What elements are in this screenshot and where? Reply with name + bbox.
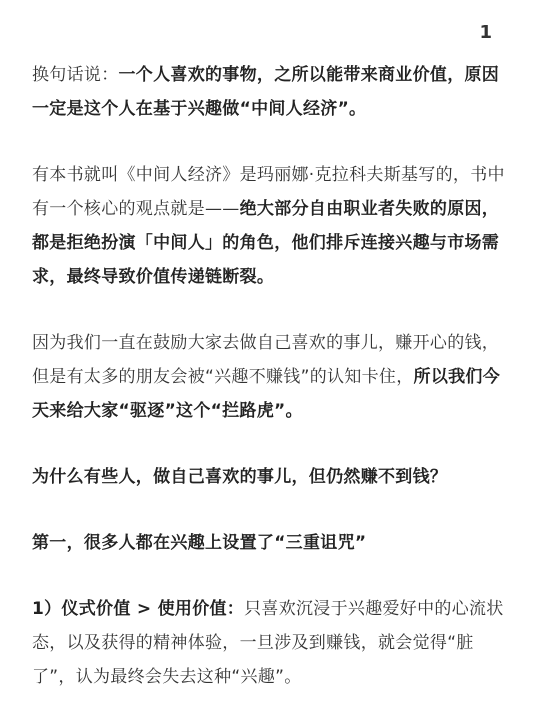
section-question — [32, 460, 512, 494]
paragraph-1-lead: 换句话说： — [32, 65, 119, 85]
section-heading-first — [32, 526, 512, 560]
section-heading-first-text: 第一，很多人都在兴趣上设置了“三重诅咒” — [32, 533, 367, 553]
paragraph-1-emphasis: 一个人喜欢的事物，之所以能带来商业价值，原因一定是这个人在基于兴趣做“中间人经济”。 — [32, 65, 500, 119]
article-body — [32, 58, 512, 726]
paragraph-1 — [32, 58, 512, 126]
paragraph-3-lead: 因为我们一直在鼓励大家去做自己喜欢的事儿，赚开心的钱，但是有太多的朋友会被“兴趣不赚钱”的认知卡住， — [32, 333, 500, 387]
paragraph-2-lead: 有本书就叫《中间人经济》是玛丽娜·克拉科夫斯基写的，书中有一个核心的观点就是—— — [32, 165, 505, 219]
list-item-1-title: 1）仪式价值 > 使用价值： — [32, 599, 245, 619]
list-item-1-body: 只喜欢沉浸于兴趣爱好中的心流状态，以及获得的精神体验，一旦涉及到赚钱，就会觉得“脏了”，认为最终会失去这种“兴趣”。 — [32, 599, 504, 687]
page-number: 1 — [479, 22, 492, 43]
paragraph-2 — [32, 158, 512, 294]
paragraph-3-emphasis: 所以我们今天来给大家“驱逐”这个“拦路虎”。 — [32, 367, 501, 421]
paragraph-3 — [32, 326, 512, 428]
section-question-text: 为什么有些人，做自己喜欢的事儿，但仍然赚不到钱？ — [32, 467, 448, 487]
list-item-1 — [32, 592, 512, 694]
paragraph-2-emphasis: 绝大部分自由职业者失败的原因，都是拒绝扮演「中间人」的角色，他们排斥连接兴趣与市场需求，最终导致价值传递链断裂。 — [32, 199, 500, 287]
